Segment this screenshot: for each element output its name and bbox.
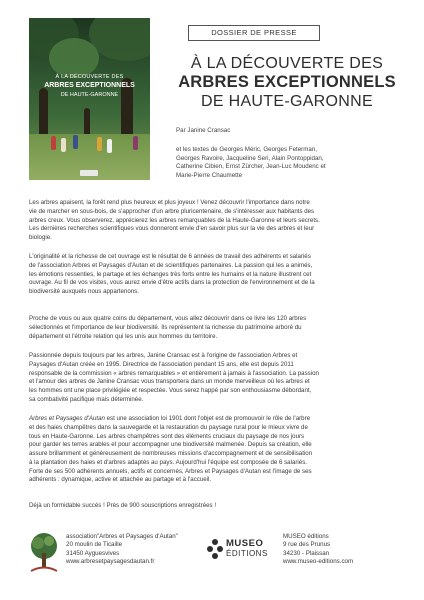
paragraph-line: Passionnée depuis toujours par les arbres, Janine Cransac est à l'origine de l'association Arbres et xyxy=(29,352,298,359)
paragraph-line: L'originalité et la richesse de cet ouvrage est le résultat de 6 années de travail des adhérents et salariés xyxy=(29,253,311,260)
paragraph-discover xyxy=(29,315,401,341)
contributors-list xyxy=(176,146,406,180)
paragraph-line: biodiversité auxquels nous appartenons. xyxy=(29,288,139,295)
paragraph-line: vie de marcher en sous-bois, de s'approcher d'un arbre pluricentenaire, de s'intéresser aux habitants des xyxy=(29,207,315,215)
person-figure xyxy=(133,136,138,150)
publisher-logo-subtext: ÉDITIONS xyxy=(226,549,268,558)
person-figure xyxy=(61,138,66,152)
paragraph-line-rest: est une association loi 1901 dont l'objet est de promouvoir le rôle de l'arbre xyxy=(104,415,311,422)
paragraph-line: département et l'étroite relation qui les unis aux hommes du territoire. xyxy=(29,332,218,340)
contributors-line: Georges Ravoire, Jacqueline Seri, Alain Pontoppidan, xyxy=(176,154,324,162)
person-figure xyxy=(107,139,112,153)
contact-line: 9 rue des Prunus xyxy=(283,541,331,549)
contact-line: 34230 - Plaissan xyxy=(283,549,330,557)
paragraph-line: assure brillamment et généreusement de nombreuses missions d'accompagnement et de sensibilisation xyxy=(29,450,313,457)
paragraph-line: tous en Haute-Garonne. Les arbres champêtres sont des éléments cruciaux du paysage de nos jours xyxy=(29,432,305,440)
publisher-website-link[interactable]: www.museo-editions.com xyxy=(283,558,354,566)
contact-line: association"Arbres et Paysages d'Autan" xyxy=(66,533,178,540)
contact-line: MUSEO éditions xyxy=(283,533,329,540)
paragraph-line: Proche de vous ou aux quatre coins du département, vous allez découvrir dans ce livre les 120 arbres xyxy=(29,315,307,322)
paragraph-line: arbres creux. Vous observerez, apprécierez les arbres remarquables de la Haute-Garonne et leurs secrets. xyxy=(29,216,320,224)
paragraph-line: de l'association Arbres et Paysages d'Autan et de scientifiques partenaires. La passion qui les a animés, xyxy=(29,261,313,269)
foliage-shape xyxy=(49,38,99,78)
paragraph-intro xyxy=(29,199,401,243)
association-tree-logo xyxy=(29,531,59,575)
paragraph-line xyxy=(29,415,401,424)
publisher-contact xyxy=(283,533,353,567)
contact-line: 31450 Ayguesvives xyxy=(66,549,120,557)
paragraph-line: sélectionnés et l'importance de leur biodiversité. Ils représentent la richesse du patrimoine arboré du xyxy=(29,323,302,331)
contributors-line: et les textes de Georges Méric, Georges Feterman, xyxy=(176,146,317,153)
cover-title-line3: DE HAUTE-GARONNE xyxy=(60,92,119,98)
cover-title-line1: À LA DÉCOUVERTE DES xyxy=(55,74,124,80)
paragraph-line: Les dernières recherches scientifiques vous donneront envie d'en savoir plus sur la vie des arbres et leur xyxy=(29,225,315,233)
association-name: Arbres et Paysages d'Autan xyxy=(29,415,105,422)
association-website-link[interactable]: www.arbresetpaysagesdautan.fr xyxy=(66,558,155,566)
cover-publisher-logo xyxy=(80,170,98,176)
contributors-line: Catherine Cibien, Ernst Zürcher, Jean-Luc Moudenc et xyxy=(176,163,326,171)
page-title-line2: ARBRES EXCEPTIONNELS xyxy=(178,73,396,91)
publisher-logo-text: MUSEO xyxy=(226,538,264,549)
paragraph-line: les émotions ressenties, le partage et les échanges très forts entre les humains et la nature illustrent cet xyxy=(29,270,312,278)
book-cover-image xyxy=(29,18,150,180)
paragraph-line: Paysages d'Autan créée en 1995. Directrice de l'association pendant 15 ans, elle est depuis 2011 xyxy=(29,360,294,368)
paragraph-line: les hommes ont une place privilégiée et respectée. Vous serez happé par son enthousiasme débordant, xyxy=(29,387,312,394)
cover-title-line2: ARBRES EXCEPTIONNELS xyxy=(44,82,135,89)
author-byline: Par Janine Cransac xyxy=(176,127,231,134)
paragraph-line: pour garder les terres arables et pour accompagner une biodiversité malmenée. Depuis sa création, elle xyxy=(29,441,312,449)
paragraph-line: et l'amour des arbres de Janine Cransac vous transportera dans un monde merveilleux où les arbres et xyxy=(29,378,310,386)
person-figure xyxy=(73,135,78,149)
museo-logo-icon xyxy=(206,538,224,560)
paragraph-line: à la plantation des haies et d'arbres adaptés au pays. Aujourd'hui l'équipe est composée de 6 salariés. xyxy=(29,458,307,466)
contributors-line: Marie-Pierre Chaumette xyxy=(176,171,243,179)
paragraph-success: Déjà un formidable succès ! Près de 900 souscriptions enregistrées ! xyxy=(29,502,217,509)
paragraph-line: responsable de la commission « arbres remarquables » et entièrement à jamais à l'association. La passion xyxy=(29,369,319,377)
contact-line: 20 moulin de Ticaille xyxy=(66,541,123,549)
paragraph-line: Forte de ses 500 adhérents annuels, actifs et concernés, Arbres et Paysages d'Autan est l'image de ses xyxy=(29,467,312,475)
paragraph-author xyxy=(29,352,401,405)
page-title-line3: DE HAUTE-GARONNE xyxy=(201,93,373,110)
paragraph-association xyxy=(29,415,401,485)
paragraph-line: biologie. xyxy=(29,234,52,241)
paragraph-line: sa combativité pacifique mais déterminée. xyxy=(29,395,144,403)
press-kit-badge: DOSSIER DE PRESSE xyxy=(188,25,320,41)
paragraph-line: Les arbres apaisent, la forêt rend plus heureux et plus joyeux ! Venez découvrir l'importance dans notre xyxy=(29,199,310,206)
person-figure xyxy=(51,136,56,150)
paragraph-line: et des haies champêtres dans la sauvegarde et la restauration du paysage rural pour le mieux vivre de xyxy=(29,423,308,431)
page-title-line1: À LA DÉCOUVERTE DES xyxy=(190,55,384,72)
person-figure xyxy=(97,137,102,151)
association-contact xyxy=(66,533,178,567)
paragraph-originality xyxy=(29,253,401,297)
paragraph-line: ouvrage. Au fil de vos visites, vous aurez envie d'être actifs dans la protection de l'environnement et de la xyxy=(29,279,315,287)
paragraph-line: adhérents : dynamique, active et attachée au partage et à l'accueil. xyxy=(29,476,212,484)
